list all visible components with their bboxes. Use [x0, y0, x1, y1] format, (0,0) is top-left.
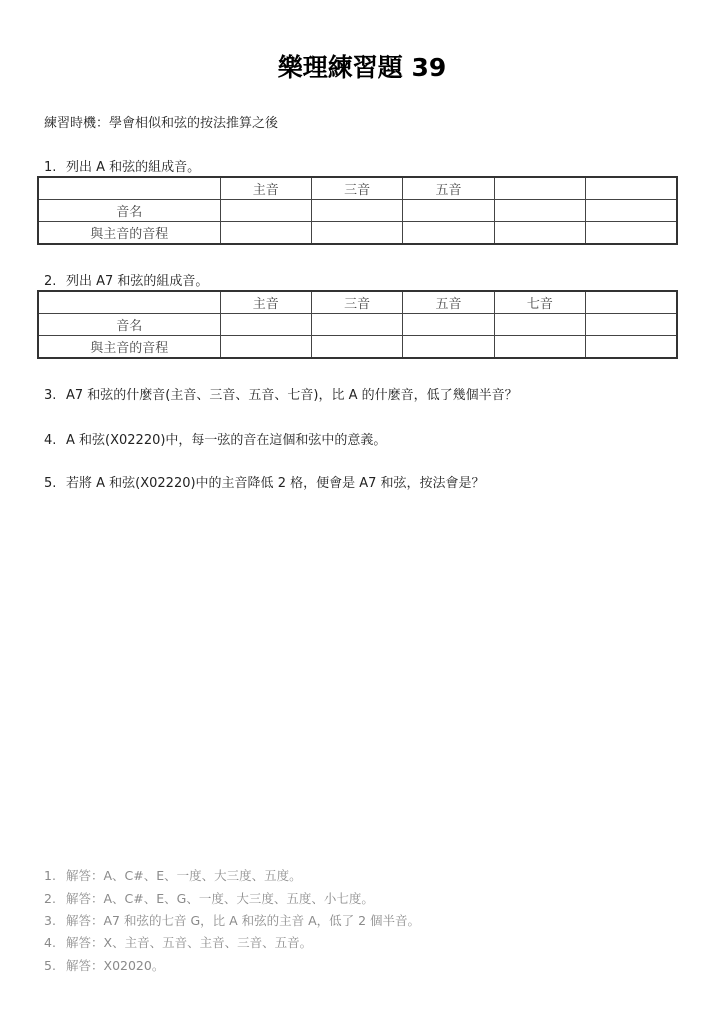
answer-cell[interactable]	[586, 200, 677, 222]
page-title: 樂理練習題 39	[277, 53, 447, 82]
answer-cell[interactable]	[494, 336, 585, 359]
answer-cell[interactable]	[311, 314, 402, 336]
answer-cell[interactable]	[311, 200, 402, 222]
question-number: 5.	[44, 476, 57, 491]
table-header-cell: 三音	[311, 291, 402, 314]
table-cell	[38, 291, 220, 314]
table-row	[38, 222, 677, 245]
answer-cell[interactable]	[586, 336, 677, 359]
answer-number: 4.	[44, 935, 56, 950]
answer-2	[44, 889, 374, 907]
table-header-cell	[494, 177, 585, 200]
answer-4	[44, 933, 312, 951]
answer-text: 解答：X、主音、五音、主音、三音、五音。	[66, 935, 313, 950]
row-label: 音名	[38, 200, 220, 222]
table-row	[38, 200, 677, 222]
table-row	[38, 314, 677, 336]
table-header-cell	[586, 177, 677, 200]
chord-table-1	[37, 176, 678, 245]
question-5	[44, 472, 485, 491]
answer-text: 解答：A、C#、E、G、一度、大三度、五度、小七度。	[66, 891, 374, 906]
table-cell	[38, 177, 220, 200]
answer-1	[44, 866, 302, 884]
table-header-row	[38, 177, 677, 200]
question-text: A 和弦(X02220)中，每一弦的音在這個和弦中的意義。	[66, 433, 387, 448]
row-label: 音名	[38, 314, 220, 336]
question-1	[44, 156, 200, 175]
question-text: 列出 A7 和弦的組成音。	[66, 274, 209, 289]
table-header-cell: 五音	[403, 291, 494, 314]
question-3	[44, 384, 518, 403]
answer-3	[44, 911, 420, 929]
table-row	[38, 336, 677, 359]
answer-number: 3.	[44, 913, 56, 928]
question-number: 3.	[44, 388, 57, 403]
table-header-cell: 五音	[403, 177, 494, 200]
answer-cell[interactable]	[311, 336, 402, 359]
answer-cell[interactable]	[403, 336, 494, 359]
question-text: 列出 A 和弦的組成音。	[66, 160, 201, 175]
answer-cell[interactable]	[311, 222, 402, 245]
table-header-cell: 三音	[311, 177, 402, 200]
answer-cell[interactable]	[403, 314, 494, 336]
question-number: 2.	[44, 274, 57, 289]
answer-cell[interactable]	[220, 222, 311, 245]
answer-text: 解答：A7 和弦的七音 G，比 A 和弦的主音 A，低了 2 個半音。	[66, 913, 421, 928]
question-text: 若將 A 和弦(X02220)中的主音降低 2 格，便會是 A7 和弦，按法會是？	[66, 476, 485, 491]
row-label: 與主音的音程	[38, 336, 220, 359]
answer-cell[interactable]	[403, 200, 494, 222]
question-text: A7 和弦的什麼音(主音、三音、五音、七音)，比 A 的什麼音，低了幾個半音？	[66, 388, 518, 403]
row-label: 與主音的音程	[38, 222, 220, 245]
answer-cell[interactable]	[403, 222, 494, 245]
question-number: 1.	[44, 160, 57, 175]
answer-cell[interactable]	[494, 314, 585, 336]
table-header-cell: 七音	[494, 291, 585, 314]
answer-cell[interactable]	[220, 314, 311, 336]
question-4	[44, 429, 386, 448]
answer-cell[interactable]	[220, 200, 311, 222]
table-header-cell: 主音	[220, 177, 311, 200]
question-number: 4.	[44, 433, 57, 448]
answer-cell[interactable]	[220, 336, 311, 359]
answer-cell[interactable]	[494, 222, 585, 245]
answer-number: 5.	[44, 958, 56, 973]
answer-number: 1.	[44, 868, 56, 883]
practice-timing: 練習時機：學會相似和弦的按法推算之後	[44, 116, 279, 131]
answer-cell[interactable]	[586, 222, 677, 245]
answer-text: 解答：X02020。	[66, 958, 165, 973]
table-header-cell	[586, 291, 677, 314]
table-header-cell: 主音	[220, 291, 311, 314]
answer-cell[interactable]	[586, 314, 677, 336]
table-header-row	[38, 291, 677, 314]
answer-text: 解答：A、C#、E、一度、大三度、五度。	[66, 868, 302, 883]
question-2	[44, 270, 208, 289]
chord-table-2	[37, 290, 678, 359]
answer-5	[44, 956, 164, 974]
answer-cell[interactable]	[494, 200, 585, 222]
answer-number: 2.	[44, 891, 56, 906]
